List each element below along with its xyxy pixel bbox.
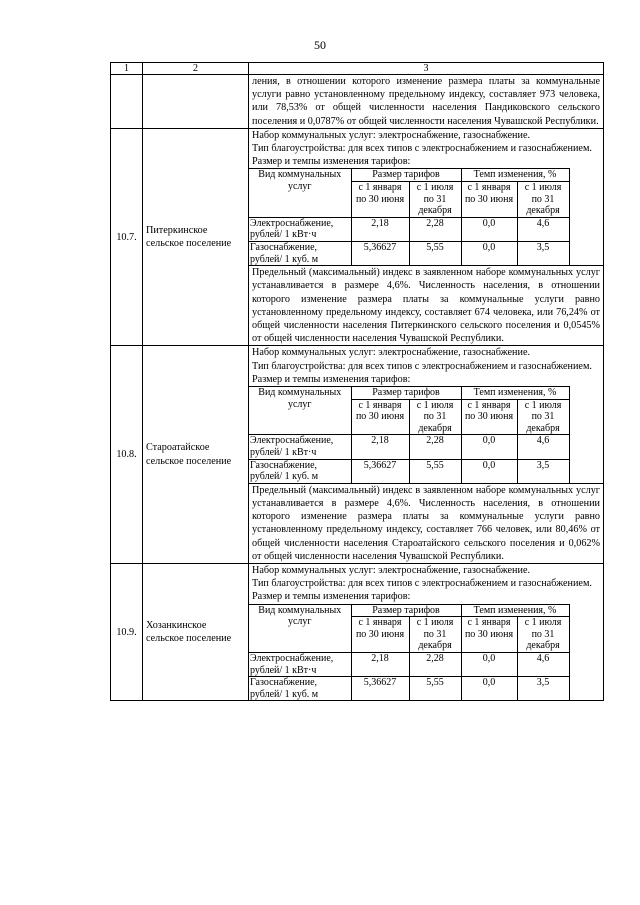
settlement-details bbox=[249, 563, 604, 700]
tariff-table bbox=[249, 386, 570, 483]
row-number: 10.8. bbox=[111, 346, 143, 564]
elec-tariff-h1: 2,18 bbox=[351, 217, 409, 241]
tariff-table bbox=[249, 168, 570, 265]
utility-index-table bbox=[110, 62, 604, 701]
col-3-header: 3 bbox=[249, 63, 604, 75]
settlement-details bbox=[249, 128, 604, 346]
gas-rate-h2: 3,5 bbox=[517, 241, 569, 265]
tariff-table bbox=[249, 604, 570, 701]
period-1-header: с 1 января по 30 июня bbox=[351, 617, 409, 653]
gas-rate-h1: 0,0 bbox=[461, 677, 517, 701]
tariffs-caption: Размер и темпы изменения тарифов: bbox=[252, 591, 411, 603]
gas-tariff-h1: 5,36627 bbox=[351, 241, 409, 265]
service-kind-header: Вид коммунальных услуг bbox=[249, 604, 351, 652]
settlement-name: Староатайское сельское поселение bbox=[143, 346, 249, 564]
elec-rate-h2: 4,6 bbox=[517, 217, 569, 241]
gas-label: Газоснабжение, рублей/ 1 куб. м bbox=[249, 241, 351, 265]
elec-tariff-h1: 2,18 bbox=[351, 652, 409, 676]
gas-rate-h2: 3,5 bbox=[517, 677, 569, 701]
gas-tariff-h2: 5,55 bbox=[409, 241, 461, 265]
change-rate-header: Темп изменения, % bbox=[461, 604, 569, 617]
gas-tariff-h2: 5,55 bbox=[409, 677, 461, 701]
gas-rate-h2: 3,5 bbox=[517, 459, 569, 483]
period-1-header: с 1 января по 30 июня bbox=[461, 617, 517, 653]
elec-tariff-h2: 2,28 bbox=[409, 217, 461, 241]
continuation-text: ления, в отношении которого изменение размера платы за коммунальные услуги равно установленному предельному индексу, составляет 973 человека, или 78,53% от общей численности населения Пандиковского сельского поселения и 0,0787% от общей численности населения Чувашской Республики. bbox=[252, 76, 600, 127]
elec-tariff-h1: 2,18 bbox=[351, 435, 409, 459]
settlement-row bbox=[111, 128, 604, 346]
col-2-header: 2 bbox=[143, 63, 249, 75]
continuation-row bbox=[111, 75, 604, 129]
period-2-header: с 1 июля по 31 декабря bbox=[517, 399, 569, 435]
electricity-row bbox=[249, 652, 569, 676]
gas-label: Газоснабжение, рублей/ 1 куб. м bbox=[249, 677, 351, 701]
row-number: 10.7. bbox=[111, 128, 143, 346]
electricity-label: Электроснабжение, рублей/ 1 кВт·ч bbox=[249, 652, 351, 676]
gas-rate-h1: 0,0 bbox=[461, 459, 517, 483]
period-2-header: с 1 июля по 31 декабря bbox=[517, 182, 569, 218]
change-rate-header: Темп изменения, % bbox=[461, 387, 569, 400]
period-2-header: с 1 июля по 31 декабря bbox=[409, 617, 461, 653]
tariff-size-header: Размер тарифов bbox=[351, 604, 461, 617]
gas-row bbox=[249, 677, 569, 701]
period-1-header: с 1 января по 30 июня bbox=[461, 399, 517, 435]
tariff-size-header: Размер тарифов bbox=[351, 387, 461, 400]
settlement-row bbox=[111, 346, 604, 564]
elec-rate-h1: 0,0 bbox=[461, 435, 517, 459]
page-number: 50 bbox=[314, 38, 326, 52]
settlement-name: Хозанкинское сельское поселение bbox=[143, 563, 249, 700]
gas-tariff-h2: 5,55 bbox=[409, 459, 461, 483]
gas-row bbox=[249, 459, 569, 483]
gas-tariff-h1: 5,36627 bbox=[351, 677, 409, 701]
services-set-text: Набор коммунальных услуг: электроснабжение, газоснабжение. bbox=[252, 129, 531, 141]
max-index-text: Предельный (максимальный) индекс в заявленном наборе коммунальных услуг устанавливается в размере 4,6%. Численность населения, в отношении которого изменение размера платы за коммунальные услуги равно установленному предельному индексу, составляет 766 человек, или 80,46% от общей численности населения Староатайского сельского поселения и 0,062% от общей численности населения Чувашской Республики. bbox=[249, 483, 603, 563]
electricity-row bbox=[249, 217, 569, 241]
tariffs-caption: Размер и темпы изменения тарифов: bbox=[252, 373, 411, 385]
gas-row bbox=[249, 241, 569, 265]
max-index-text: Предельный (максимальный) индекс в заявленном наборе коммунальных услуг устанавливается в размере 4,6%. Численность населения, в отношении которого изменение размера платы за коммунальные услуги равно установленному предельному индексу, составляет 674 человека, или 76,24% от общей численности населения Питеркинского сельского поселения и 0,0545% от общей численности населения Чувашской Республики. bbox=[249, 265, 603, 345]
settlement-row bbox=[111, 563, 604, 700]
gas-tariff-h1: 5,36627 bbox=[351, 459, 409, 483]
period-1-header: с 1 января по 30 июня bbox=[351, 399, 409, 435]
electricity-label: Электроснабжение, рублей/ 1 кВт·ч bbox=[249, 217, 351, 241]
period-1-header: с 1 января по 30 июня bbox=[461, 182, 517, 218]
column-number-row bbox=[111, 63, 604, 75]
service-kind-header: Вид коммунальных услуг bbox=[249, 387, 351, 435]
electricity-row bbox=[249, 435, 569, 459]
period-2-header: с 1 июля по 31 декабря bbox=[409, 399, 461, 435]
elec-tariff-h2: 2,28 bbox=[409, 652, 461, 676]
period-2-header: с 1 июля по 31 декабря bbox=[517, 617, 569, 653]
elec-rate-h1: 0,0 bbox=[461, 652, 517, 676]
settlement-rows bbox=[111, 128, 604, 701]
gas-label: Газоснабжение, рублей/ 1 куб. м bbox=[249, 459, 351, 483]
services-set-text: Набор коммунальных услуг: электроснабжение, газоснабжение. bbox=[252, 564, 531, 576]
col-1-header: 1 bbox=[111, 63, 143, 75]
settlement-details bbox=[249, 346, 604, 564]
row-number: 10.9. bbox=[111, 563, 143, 700]
services-set-text: Набор коммунальных услуг: электроснабжение, газоснабжение. bbox=[252, 347, 531, 359]
service-kind-header: Вид коммунальных услуг bbox=[249, 169, 351, 217]
improvement-type-text: Тип благоустройства: для всех типов с электроснабжением и газоснабжением. bbox=[252, 143, 592, 155]
elec-rate-h2: 4,6 bbox=[517, 435, 569, 459]
electricity-label: Электроснабжение, рублей/ 1 кВт·ч bbox=[249, 435, 351, 459]
improvement-type-text: Тип благоустройства: для всех типов с электроснабжением и газоснабжением. bbox=[252, 578, 592, 590]
change-rate-header: Темп изменения, % bbox=[461, 169, 569, 182]
elec-tariff-h2: 2,28 bbox=[409, 435, 461, 459]
settlement-name: Питеркинское сельское поселение bbox=[143, 128, 249, 346]
elec-rate-h1: 0,0 bbox=[461, 217, 517, 241]
elec-rate-h2: 4,6 bbox=[517, 652, 569, 676]
period-2-header: с 1 июля по 31 декабря bbox=[409, 182, 461, 218]
gas-rate-h1: 0,0 bbox=[461, 241, 517, 265]
period-1-header: с 1 января по 30 июня bbox=[351, 182, 409, 218]
improvement-type-text: Тип благоустройства: для всех типов с электроснабжением и газоснабжением. bbox=[252, 360, 592, 372]
tariffs-caption: Размер и темпы изменения тарифов: bbox=[252, 156, 411, 168]
tariff-size-header: Размер тарифов bbox=[351, 169, 461, 182]
